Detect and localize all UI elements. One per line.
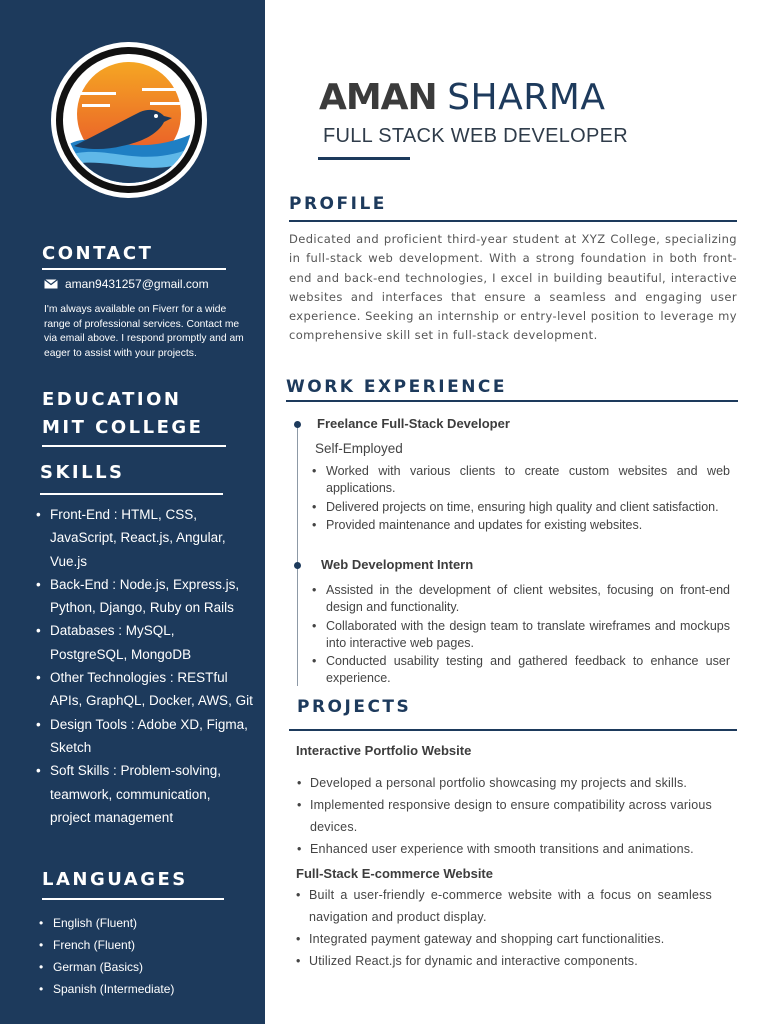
project-bullet: • Enhanced user experience with smooth transitions and animations.: [296, 838, 712, 860]
first-name: AMAN: [319, 77, 437, 118]
project-bullet: • Utilized React.js for dynamic and interactive components.: [295, 950, 712, 972]
skill-item: • Soft Skills : Problem-solving, teamwork, communication, project management: [32, 759, 254, 829]
last-name: SHARMA: [447, 77, 606, 118]
languages-list: [36, 912, 174, 1000]
language-item: • German (Basics): [36, 956, 174, 978]
full-name: [319, 76, 605, 118]
languages-divider: [42, 898, 224, 900]
skills-divider: [40, 493, 223, 495]
languages-heading: LANGUAGES: [42, 869, 188, 890]
job-bullet: • Worked with various clients to create custom websites and web applications.: [308, 463, 730, 497]
language-item: • Spanish (Intermediate): [36, 978, 174, 1000]
timeline-dot: [294, 562, 301, 569]
project-bullet: • Built a user-friendly e-commerce website with a focus on seamless navigation and product display.: [295, 884, 712, 928]
contact-note: I'm always available on Fiverr for a wide range of professional services. Contact me via email above. I respond promptly and am eager to assist with your projects.: [44, 304, 244, 359]
sidebar: [0, 0, 265, 1024]
job-title: FULL STACK WEB DEVELOPER: [323, 125, 629, 147]
job-bullet: • Delivered projects on time, ensuring high quality and client satisfaction.: [308, 499, 730, 516]
job-role: Web Development Intern: [321, 557, 474, 572]
education-heading: EDUCATION: [42, 389, 182, 410]
work-experience-heading: WORK EXPERIENCE: [286, 377, 508, 397]
job-bullet: • Conducted usability testing and gathered feedback to enhance user experience.: [308, 653, 730, 687]
job-company: Self-Employed: [315, 441, 403, 456]
education-divider: [42, 445, 226, 447]
title-underline: [318, 157, 410, 160]
project-title: Interactive Portfolio Website: [296, 743, 472, 758]
contact-heading: CONTACT: [42, 243, 154, 264]
skill-item: • Other Technologies : RESTful APIs, GraphQL, Docker, AWS, Git: [32, 666, 254, 713]
project-bullet: • Developed a personal portfolio showcasing my projects and skills.: [296, 772, 712, 794]
email-address[interactable]: aman9431257@gmail.com: [65, 277, 209, 291]
job-bullets: [308, 582, 730, 689]
profile-heading: PROFILE: [289, 194, 387, 214]
skill-item: • Design Tools : Adobe XD, Figma, Sketch: [32, 713, 254, 760]
projects-divider: [289, 729, 737, 731]
timeline-line: [297, 424, 298, 686]
bird-wave-logo: [46, 42, 212, 198]
profile-divider: [289, 220, 737, 222]
job-bullet: • Provided maintenance and updates for existing websites.: [308, 517, 730, 534]
language-item: • English (Fluent): [36, 912, 174, 934]
timeline-dot: [294, 421, 301, 428]
skills-list: [32, 503, 254, 829]
job-bullet: • Collaborated with the design team to translate wireframes and mockups into interactive web pages.: [308, 618, 730, 652]
work-experience-divider: [286, 400, 738, 402]
education-school: MIT COLLEGE: [42, 417, 204, 438]
skills-heading: SKILLS: [40, 462, 125, 483]
job-role: Freelance Full-Stack Developer: [317, 416, 510, 431]
projects-heading: PROJECTS: [297, 697, 412, 717]
project-bullets: [295, 884, 712, 972]
skill-item: • Databases : MySQL, PostgreSQL, MongoDB: [32, 619, 254, 666]
email-row[interactable]: [44, 277, 209, 291]
profile-text: Dedicated and proficient third-year student at XYZ College, specializing in full-stack web development. With a strong foundation in both front-end and back-end technologies, I excel in building beautiful, interactive websites and interfaces that ensure a seamless and engaging user experience. Seeking an internship or entry-level position to leverage my comprehensive skill set in full-stack development.: [289, 232, 737, 343]
skill-item: • Back-End : Node.js, Express.js, Python, Django, Ruby on Rails: [32, 573, 254, 620]
project-bullet: • Integrated payment gateway and shopping cart functionalities.: [295, 928, 712, 950]
email-icon: [44, 279, 58, 289]
job-bullets: [308, 463, 730, 536]
project-bullets: [296, 772, 712, 860]
project-bullet: • Implemented responsive design to ensure compatibility across various devices.: [296, 794, 712, 838]
language-item: • French (Fluent): [36, 934, 174, 956]
skill-item: • Front-End : HTML, CSS, JavaScript, React.js, Angular, Vue.js: [32, 503, 254, 573]
project-title: Full-Stack E-commerce Website: [296, 866, 493, 881]
contact-divider: [42, 268, 226, 270]
job-bullet: • Assisted in the development of client websites, focusing on front-end design and functionality.: [308, 582, 730, 616]
